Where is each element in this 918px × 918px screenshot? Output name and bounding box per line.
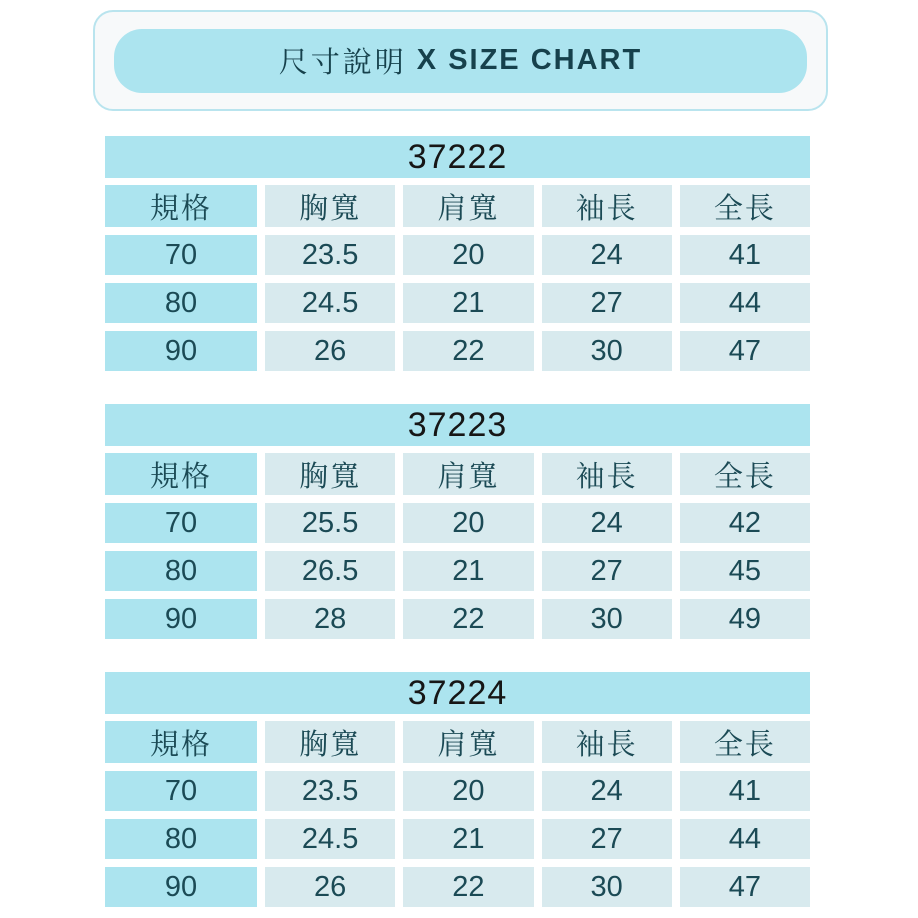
value-cell: 27 (542, 283, 672, 323)
value-cell: 25.5 (265, 503, 395, 543)
value-cell: 21 (403, 819, 533, 859)
size-chart-banner-pill (114, 29, 807, 93)
banner-title-cjk: 尺寸說明 (278, 47, 407, 79)
size-table-37222 (105, 136, 810, 371)
size-cell: 90 (105, 867, 257, 907)
value-cell: 28 (265, 599, 395, 639)
value-cell: 24 (542, 235, 672, 275)
value-cell: 20 (403, 771, 533, 811)
column-header-length: 全長 (680, 453, 810, 495)
value-cell: 45 (680, 551, 810, 591)
size-cell: 70 (105, 771, 257, 811)
value-cell: 47 (680, 867, 810, 907)
value-cell: 47 (680, 331, 810, 371)
value-cell: 26 (265, 867, 395, 907)
value-cell: 44 (680, 283, 810, 323)
value-cell: 27 (542, 819, 672, 859)
column-header-shoulder: 肩寬 (403, 453, 533, 495)
column-header-spec: 規格 (105, 185, 257, 227)
column-header-spec: 規格 (105, 721, 257, 763)
value-cell: 22 (403, 331, 533, 371)
column-header-sleeve: 袖長 (542, 721, 672, 763)
column-header-length: 全長 (680, 721, 810, 763)
column-header-shoulder: 肩寬 (403, 185, 533, 227)
column-header-spec: 規格 (105, 453, 257, 495)
value-cell: 24.5 (265, 819, 395, 859)
value-cell: 30 (542, 867, 672, 907)
size-cell: 70 (105, 503, 257, 543)
value-cell: 30 (542, 331, 672, 371)
size-tables (105, 136, 810, 907)
value-cell: 30 (542, 599, 672, 639)
column-header-length: 全長 (680, 185, 810, 227)
value-cell: 26 (265, 331, 395, 371)
value-cell: 23.5 (265, 235, 395, 275)
value-cell: 24 (542, 503, 672, 543)
value-cell: 24.5 (265, 283, 395, 323)
size-table-37223 (105, 404, 810, 639)
column-header-sleeve: 袖長 (542, 185, 672, 227)
size-chart-banner (93, 10, 828, 111)
value-cell: 49 (680, 599, 810, 639)
value-cell: 42 (680, 503, 810, 543)
size-cell: 70 (105, 235, 257, 275)
size-cell: 80 (105, 283, 257, 323)
value-cell: 21 (403, 551, 533, 591)
table-grid (105, 185, 810, 371)
table-grid (105, 453, 810, 639)
size-table-37224 (105, 672, 810, 907)
table-title: 37222 (105, 136, 810, 178)
size-cell: 90 (105, 331, 257, 371)
value-cell: 21 (403, 283, 533, 323)
column-header-chest: 胸寬 (265, 453, 395, 495)
value-cell: 20 (403, 503, 533, 543)
value-cell: 20 (403, 235, 533, 275)
value-cell: 44 (680, 819, 810, 859)
table-grid (105, 721, 810, 907)
size-cell: 80 (105, 551, 257, 591)
value-cell: 41 (680, 771, 810, 811)
value-cell: 23.5 (265, 771, 395, 811)
size-cell: 80 (105, 819, 257, 859)
table-title: 37223 (105, 404, 810, 446)
size-cell: 90 (105, 599, 257, 639)
value-cell: 41 (680, 235, 810, 275)
value-cell: 26.5 (265, 551, 395, 591)
column-header-chest: 胸寬 (265, 185, 395, 227)
value-cell: 22 (403, 867, 533, 907)
column-header-shoulder: 肩寬 (403, 721, 533, 763)
value-cell: 24 (542, 771, 672, 811)
value-cell: 27 (542, 551, 672, 591)
value-cell: 22 (403, 599, 533, 639)
table-title: 37224 (105, 672, 810, 714)
column-header-sleeve: 袖長 (542, 453, 672, 495)
banner-title-en: X SIZE CHART (416, 44, 643, 76)
column-header-chest: 胸寬 (265, 721, 395, 763)
